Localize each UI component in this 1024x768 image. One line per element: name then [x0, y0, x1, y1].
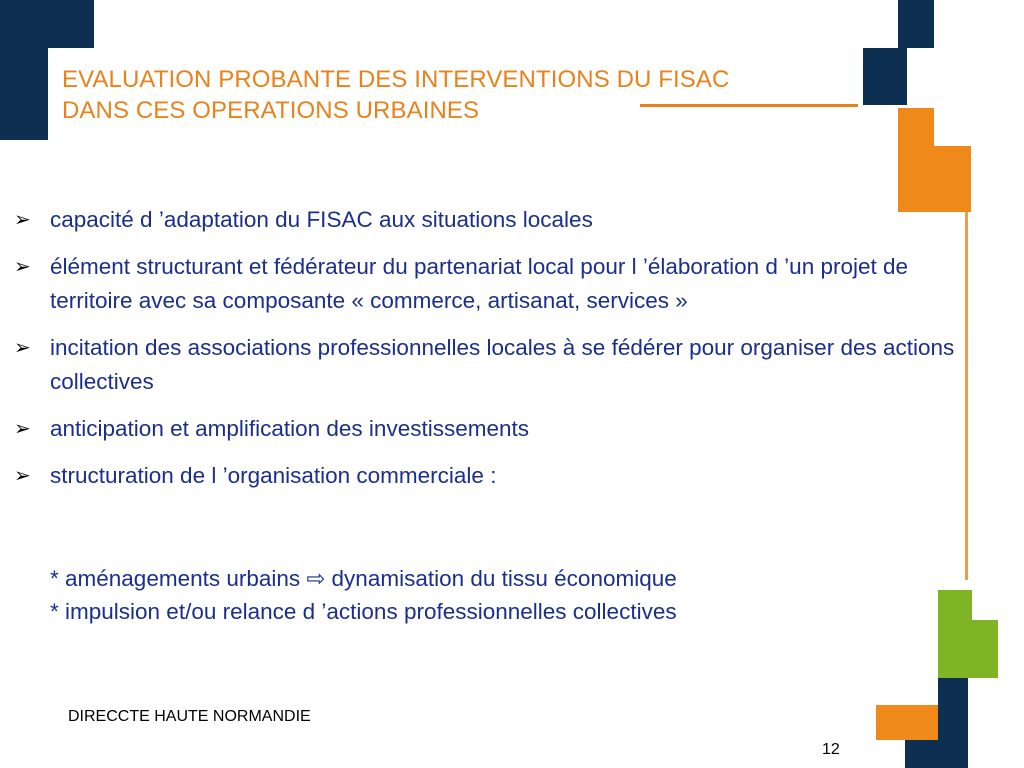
- bullet-text: structuration de l ’organisation commerciale :: [50, 463, 497, 488]
- page-number: 12: [822, 741, 840, 758]
- bullet-text: anticipation et amplification des investissements: [50, 416, 529, 441]
- bullet-item: [14, 331, 959, 399]
- bullet-text: incitation des associations professionnelles locales à se fédérer pour organiser des actions collectives: [50, 335, 955, 394]
- sub-item-2: * impulsion et/ou relance d ’actions professionnelles collectives: [50, 599, 677, 624]
- sub-item-1-end: dynamisation du tissu économique: [331, 566, 677, 591]
- slide-title: [62, 64, 729, 126]
- deco-block-green-3: [938, 620, 972, 678]
- title-line-2: DANS CES OPERATIONS URBAINES: [62, 97, 480, 124]
- deco-block-orange-right-1: [898, 108, 934, 146]
- deco-block-green-2: [972, 620, 998, 678]
- deco-block-navy-left-tall: [0, 0, 48, 140]
- deco-block-navy-right-1: [898, 0, 934, 48]
- deco-block-navy-bottom-1: [938, 678, 968, 768]
- bullet-item: [14, 459, 959, 493]
- footer-organization: DIRECCTE HAUTE NORMANDIE: [68, 708, 311, 725]
- deco-block-orange-bottom-1: [876, 705, 938, 740]
- bullet-item: [14, 250, 959, 318]
- right-arrow-icon: ⇨: [306, 566, 326, 591]
- sub-item-1: [50, 562, 677, 595]
- bullet-text: élément structurant et fédérateur du partenariat local pour l ’élaboration d ’un projet de territoire avec sa composante « commerce, artisanat, services »: [50, 254, 909, 313]
- bullet-list: [14, 203, 959, 506]
- bullet-item: [14, 203, 959, 237]
- bullet-item: [14, 412, 959, 446]
- arrow-bullet-icon: ➢: [14, 337, 31, 359]
- deco-block-navy-right-2: [863, 48, 907, 105]
- bullet-text: capacité d ’adaptation du FISAC aux situations locales: [50, 207, 593, 232]
- arrow-bullet-icon: ➢: [14, 256, 31, 278]
- deco-block-green-1: [938, 590, 972, 620]
- decorative-vertical-line: [965, 212, 968, 580]
- arrow-bullet-icon: ➢: [14, 418, 31, 440]
- arrow-bullet-icon: ➢: [14, 209, 31, 231]
- deco-block-navy-left-top: [48, 0, 94, 48]
- arrow-bullet-icon: ➢: [14, 465, 31, 487]
- title-line-1: EVALUATION PROBANTE DES INTERVENTIONS DU FISAC: [62, 66, 730, 93]
- sub-items: [50, 562, 677, 628]
- sub-item-1-start: * aménagements urbains: [50, 566, 301, 591]
- deco-block-navy-bottom-2: [905, 740, 938, 768]
